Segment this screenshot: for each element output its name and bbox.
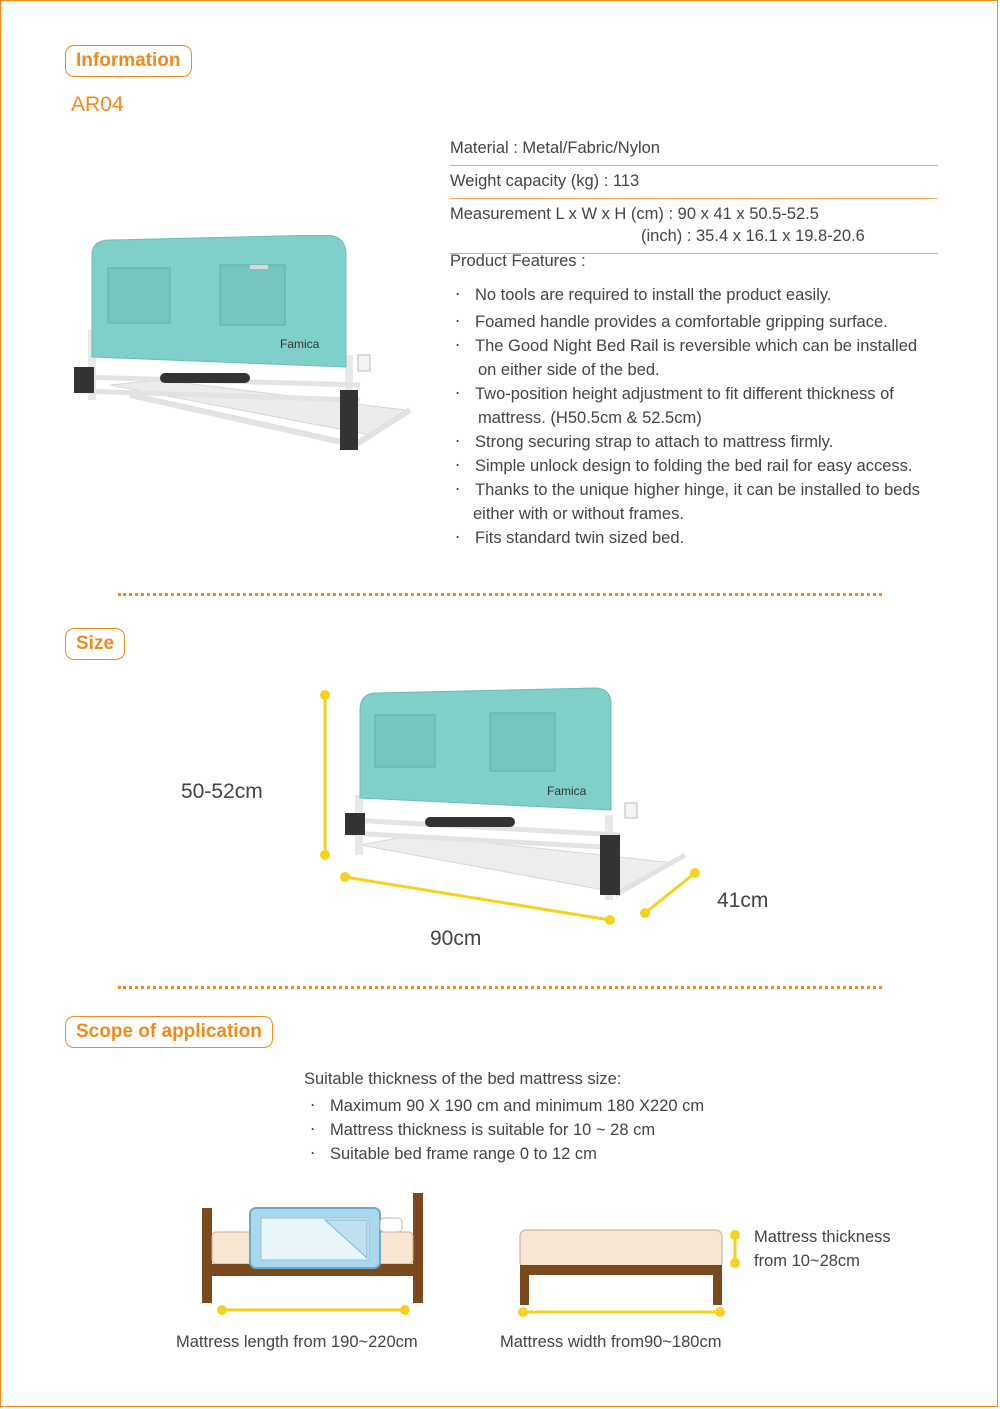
- brand-logo: Famica: [547, 784, 587, 798]
- spec-material: Material : Metal/Fabric/Nylon: [450, 133, 938, 166]
- scope-title: Suitable thickness of the bed mattress size:: [304, 1070, 622, 1088]
- scope-item: ‧ Maximum 90 X 190 cm and minimum 180 X220 cm: [310, 1097, 705, 1115]
- size-diagram: [315, 685, 710, 930]
- bed-width-diagram: [515, 1225, 745, 1320]
- feature-item: ‧ Strong securing strap to attach to mattress firmly.: [455, 433, 834, 451]
- mattress-thickness-range: from 10~28cm: [754, 1252, 860, 1270]
- section-badge-size: Size: [65, 628, 125, 660]
- spec-measurement: [450, 199, 938, 254]
- feature-item: ‧ Two-position height adjustment to fit different thickness of: [455, 385, 894, 403]
- spec-weight: Weight capacity (kg) : 113: [450, 166, 938, 199]
- length-dimension-label: 90cm: [430, 927, 482, 950]
- height-dimension-label: 50-52cm: [181, 780, 263, 803]
- feature-item: ‧ Fits standard twin sized bed.: [455, 529, 685, 547]
- features-title: Product Features :: [450, 252, 586, 270]
- feature-item: ‧ Thanks to the unique higher hinge, it can be installed to beds: [455, 481, 920, 499]
- feature-item: ‧ Foamed handle provides a comfortable gripping surface.: [455, 313, 888, 331]
- spec-measurement-cm: Measurement L x W x H (cm) : 90 x 41 x 50.5-52.5: [450, 205, 819, 223]
- model-number: AR04: [71, 93, 124, 116]
- mattress-length-caption: Mattress length from 190~220cm: [176, 1333, 418, 1351]
- scope-item: ‧ Suitable bed frame range 0 to 12 cm: [310, 1145, 597, 1163]
- bed-length-diagram: [195, 1190, 435, 1320]
- section-divider: [118, 593, 882, 596]
- section-badge-scope: Scope of application: [65, 1016, 273, 1048]
- section-badge-information: Information: [65, 45, 192, 77]
- spec-measurement-inch: (inch) : 35.4 x 16.1 x 19.8-20.6: [641, 227, 865, 245]
- mattress-thickness-caption: Mattress thickness: [754, 1228, 891, 1246]
- brand-logo: Famica: [280, 337, 320, 351]
- width-dimension-label: 41cm: [717, 889, 769, 912]
- mattress-width-caption: Mattress width from90~180cm: [500, 1333, 722, 1351]
- spec-table: [450, 133, 938, 254]
- feature-item-continued: mattress. (H50.5cm & 52.5cm): [478, 409, 702, 427]
- scope-item: ‧ Mattress thickness is suitable for 10 ~ 28 cm: [310, 1121, 656, 1139]
- scope-list: [310, 1094, 704, 1166]
- feature-list: [455, 283, 975, 550]
- feature-item: ‧ The Good Night Bed Rail is reversible which can be installed: [455, 337, 918, 355]
- feature-item-continued: on either side of the bed.: [478, 361, 660, 379]
- section-divider: [118, 986, 882, 989]
- feature-item: ‧ Simple unlock design to folding the bed rail for easy access.: [455, 457, 913, 475]
- feature-item: ‧ No tools are required to install the product easily.: [455, 286, 832, 304]
- bed-rail-image: [70, 235, 430, 465]
- feature-item-continued: either with or without frames.: [473, 505, 684, 523]
